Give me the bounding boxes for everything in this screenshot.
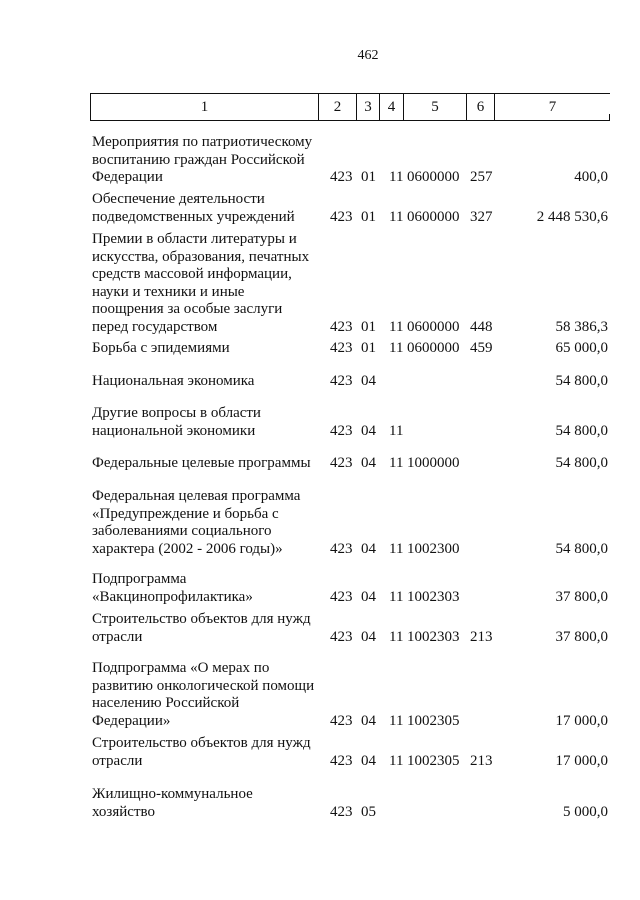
cell-col-3: 04: [361, 628, 376, 645]
header-col-4: 4: [380, 94, 404, 120]
row-name: [92, 455, 328, 473]
row-name-line: «Предупреждение и борьба с: [92, 505, 279, 522]
cell-col-7: 17 000,0: [555, 712, 608, 729]
cell-col-7: 58 386,3: [555, 318, 608, 335]
cell-col-4: 11: [389, 628, 404, 645]
cell-col-4: 11: [389, 318, 404, 335]
header-col-2: 2: [319, 94, 357, 120]
cell-col-4: 11: [389, 752, 404, 769]
cell-col-5: 1002305: [407, 752, 460, 769]
row-name-line: науки и техники и иные: [92, 283, 245, 300]
row-name-line: Национальная экономика: [92, 373, 255, 389]
cell-col-2: 423: [330, 373, 353, 389]
row-name-line: Федерации»: [92, 712, 171, 729]
cell-col-6: 327: [470, 208, 493, 225]
row-name-line: отрасли: [92, 628, 143, 645]
row-name-line: Подпрограмма «О мерах по: [92, 660, 270, 676]
row-name-line: воспитанию граждан Российской: [92, 151, 305, 168]
cell-col-3: 01: [361, 208, 376, 225]
row-name-line: Строительство объектов для нужд: [92, 735, 311, 751]
cell-col-2: 423: [330, 340, 353, 356]
row-name: [92, 571, 328, 606]
header-col-6: 6: [467, 94, 495, 120]
row-name: [92, 405, 328, 440]
row-name-line: Жилищно-коммунальное: [92, 786, 253, 802]
cell-col-7: 37 800,0: [555, 628, 608, 645]
row-name: [92, 660, 328, 730]
cell-col-2: 423: [330, 208, 353, 225]
cell-col-3: 04: [361, 373, 376, 389]
row-name-line: Обеспечение деятельности: [92, 191, 265, 207]
cell-col-7: 37 800,0: [555, 588, 608, 605]
cell-col-6: 213: [470, 628, 493, 645]
cell-col-5: 0600000: [407, 318, 460, 335]
row-name: [92, 735, 328, 770]
cell-col-3: 04: [361, 712, 376, 729]
row-name-line: «Вакцинопрофилактика»: [92, 588, 253, 605]
cell-col-2: 423: [330, 422, 353, 439]
cell-col-7: 5 000,0: [563, 803, 608, 820]
cell-col-3: 04: [361, 455, 376, 471]
row-name-line: отрасли: [92, 752, 143, 769]
row-name-line: Премии в области литературы и: [92, 231, 297, 247]
cell-col-4: 11: [389, 588, 404, 605]
row-name-line: Другие вопросы в области: [92, 405, 261, 421]
page-number: 462: [357, 48, 379, 63]
cell-col-7: 54 800,0: [555, 373, 608, 389]
cell-col-2: 423: [330, 803, 353, 820]
row-name-line: Строительство объектов для нужд: [92, 611, 311, 627]
cell-col-7: 54 800,0: [555, 422, 608, 439]
cell-col-2: 423: [330, 628, 353, 645]
header-col-5: 5: [404, 94, 467, 120]
cell-col-3: 04: [361, 588, 376, 605]
cell-col-7: 17 000,0: [555, 752, 608, 769]
row-name-line: перед государством: [92, 318, 218, 335]
row-name-line: заболеваниями социального: [92, 523, 272, 539]
cell-col-2: 423: [330, 712, 353, 729]
cell-col-3: 04: [361, 540, 376, 557]
header-col-7: 7: [548, 99, 557, 115]
row-name-line: характера (2002 - 2006 годы)»: [92, 540, 283, 557]
row-name: [92, 134, 328, 187]
cell-col-4: 11: [389, 540, 404, 557]
row-name-line: Федеральные целевые программы: [92, 455, 311, 471]
row-name: [92, 611, 328, 646]
cell-col-5: 0600000: [407, 208, 460, 225]
cell-col-6: 213: [470, 752, 493, 769]
cell-col-2: 423: [330, 455, 353, 471]
cell-col-2: 423: [330, 588, 353, 605]
cell-col-5: 1002305: [407, 712, 460, 729]
row-name-line: развитию онкологической помощи: [92, 677, 315, 694]
cell-col-2: 423: [330, 318, 353, 335]
cell-col-5: 0600000: [407, 169, 460, 185]
header-col-3: 3: [357, 94, 380, 120]
cell-col-6: 448: [470, 318, 493, 335]
cell-col-4: 11: [389, 340, 404, 356]
cell-col-4: 11: [389, 422, 404, 439]
header-edge-mark: [609, 114, 610, 121]
row-name: [92, 231, 328, 336]
row-name-line: хозяйство: [92, 803, 155, 820]
cell-col-5: 1002300: [407, 540, 460, 557]
row-name-line: подведомственных учреждений: [92, 208, 295, 225]
table-header: [90, 93, 610, 121]
cell-col-5: 1000000: [407, 455, 460, 471]
row-name: [92, 340, 328, 358]
cell-col-7: 2 448 530,6: [536, 208, 608, 225]
row-name: [92, 488, 328, 558]
cell-col-3: 04: [361, 422, 376, 439]
cell-col-4: 11: [389, 455, 404, 471]
cell-col-3: 05: [361, 803, 376, 820]
cell-col-5: 1002303: [407, 588, 460, 605]
row-name: [92, 786, 328, 821]
row-name-line: Федерации: [92, 169, 163, 185]
cell-col-6: 459: [470, 340, 493, 356]
cell-col-3: 04: [361, 752, 376, 769]
row-name-line: Борьба с эпидемиями: [92, 340, 230, 356]
cell-col-3: 01: [361, 169, 376, 185]
cell-col-3: 01: [361, 318, 376, 335]
row-name-line: средств массовой информации,: [92, 266, 292, 282]
row-name-line: Федеральная целевая программа: [92, 488, 301, 504]
header-col-1: 1: [91, 94, 319, 120]
row-name-line: искусства, образования, печатных: [92, 248, 310, 265]
cell-col-7: 54 800,0: [555, 540, 608, 557]
cell-col-7: 65 000,0: [555, 340, 608, 356]
cell-col-7: 400,0: [574, 169, 608, 185]
cell-col-5: 1002303: [407, 628, 460, 645]
row-name-line: населению Российской: [92, 695, 240, 711]
row-name-line: Подпрограмма: [92, 571, 187, 587]
cell-col-4: 11: [389, 208, 404, 225]
row-name-line: национальной экономики: [92, 422, 256, 439]
cell-col-5: 0600000: [407, 340, 460, 356]
row-name-line: поощрения за особые заслуги: [92, 301, 283, 317]
cell-col-4: 11: [389, 712, 404, 729]
row-name: [92, 191, 328, 226]
cell-col-2: 423: [330, 752, 353, 769]
cell-col-6: 257: [470, 169, 493, 185]
cell-col-2: 423: [330, 540, 353, 557]
cell-col-7: 54 800,0: [555, 455, 608, 471]
cell-col-2: 423: [330, 169, 353, 185]
row-name-line: Мероприятия по патриотическому: [92, 134, 313, 150]
row-name: [92, 373, 328, 391]
cell-col-4: 11: [389, 169, 404, 185]
cell-col-3: 01: [361, 340, 376, 356]
